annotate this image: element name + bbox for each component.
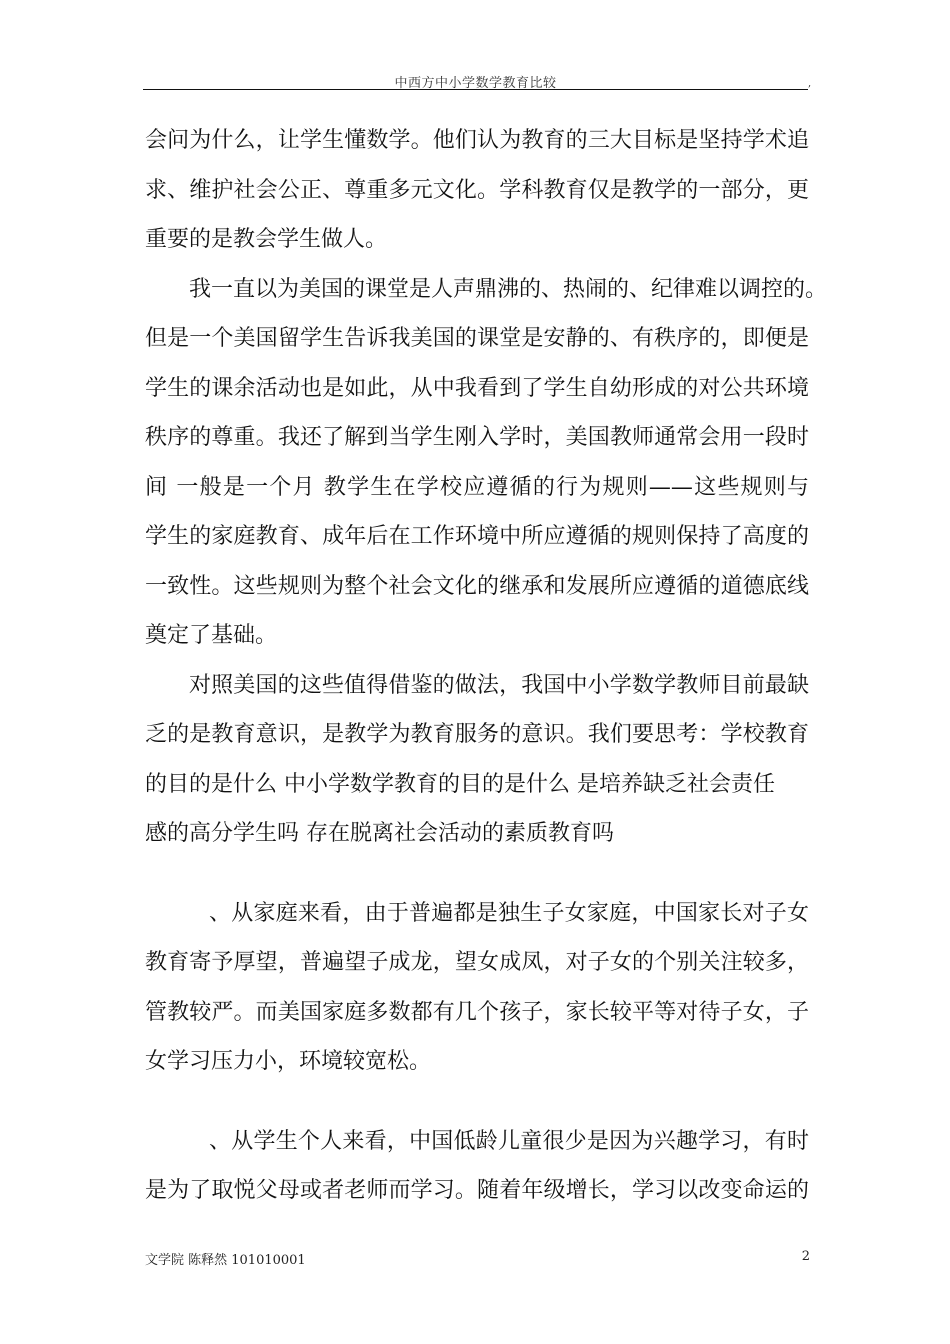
paragraph-4 [145,889,809,1087]
header-rule [143,89,808,90]
text-line: 乏的是教育意识，是教学为教育服务的意识。我们要思考：学校教育 [145,722,809,747]
text-line: 一致性。这些规则为整个社会文化的继承和发展所应遵循的道德底线 [145,573,809,599]
paragraph-3 [145,661,809,859]
text-line: 的目的是什么 中小学数学教育的目的是什么 是培养缺乏社会责任 [145,771,775,797]
text-line: 女学习压力小，环境较宽松。 [145,1049,432,1074]
running-header: 中西方中小学数学教育比较 [394,76,557,91]
text-line: 学生的课余活动也是如此，从中我看到了学生自幼形成的对公共环境 [145,375,809,401]
text-line: 间 一般是一个月 教学生在学校应遵循的行为规则——这些规则与 [145,474,809,500]
text-line: 、从家庭来看，由于普遍都是独生子女家庭，中国家长对子女 [209,900,809,926]
footer-author: 文学院 陈释然 101010001 [145,1253,306,1268]
page-number: 2 [801,1249,810,1264]
text-line: 重要的是教会学生做人。 [145,227,388,252]
paragraph-gap [145,1087,809,1117]
text-line: 、从学生个人来看，中国低龄儿童很少是因为兴趣学习，有时 [209,1128,809,1154]
text-line: 我一直以为美国的课堂是人声鼎沸的、热闹的、纪律难以调控的。 [189,276,828,302]
text-line: 感的高分学生吗 存在脱离社会活动的素质教育吗 [145,821,614,846]
text-line: 会问为什么，让学生懂数学。他们认为教育的三大目标是坚持学术追 [145,128,809,153]
text-line: 教育寄予厚望，普遍望子成龙，望女成凤，对子女的个别关注较多， [145,950,809,975]
header-mark: , [808,78,812,89]
paragraph-1 [145,116,809,265]
paragraph-2 [145,265,828,661]
text-line: 秩序的尊重。我还了解到当学生刚入学时，美国教师通常会用一段时 [145,425,809,450]
paragraph-5 [145,1117,809,1216]
text-line: 是为了取悦父母或者老师而学习。随着年级增长，学习以改变命运的 [145,1178,809,1203]
text-line: 对照美国的这些值得借鉴的做法，我国中小学数学教师目前最缺 [189,672,809,698]
text-line: 求、维护社会公正、尊重多元文化。学科教育仅是教学的一部分，更 [145,177,809,203]
text-line: 奠定了基础。 [145,623,278,648]
document-body [145,116,828,1216]
text-line: 学生的家庭教育、成年后在工作环境中所应遵循的规则保持了高度的 [145,524,809,549]
paragraph-gap [145,859,809,889]
text-line: 管教较严。而美国家庭多数都有几个孩子，家长较平等对待子女，子 [145,999,809,1025]
text-line: 但是一个美国留学生告诉我美国的课堂是安静的、有秩序的，即便是 [145,326,809,351]
